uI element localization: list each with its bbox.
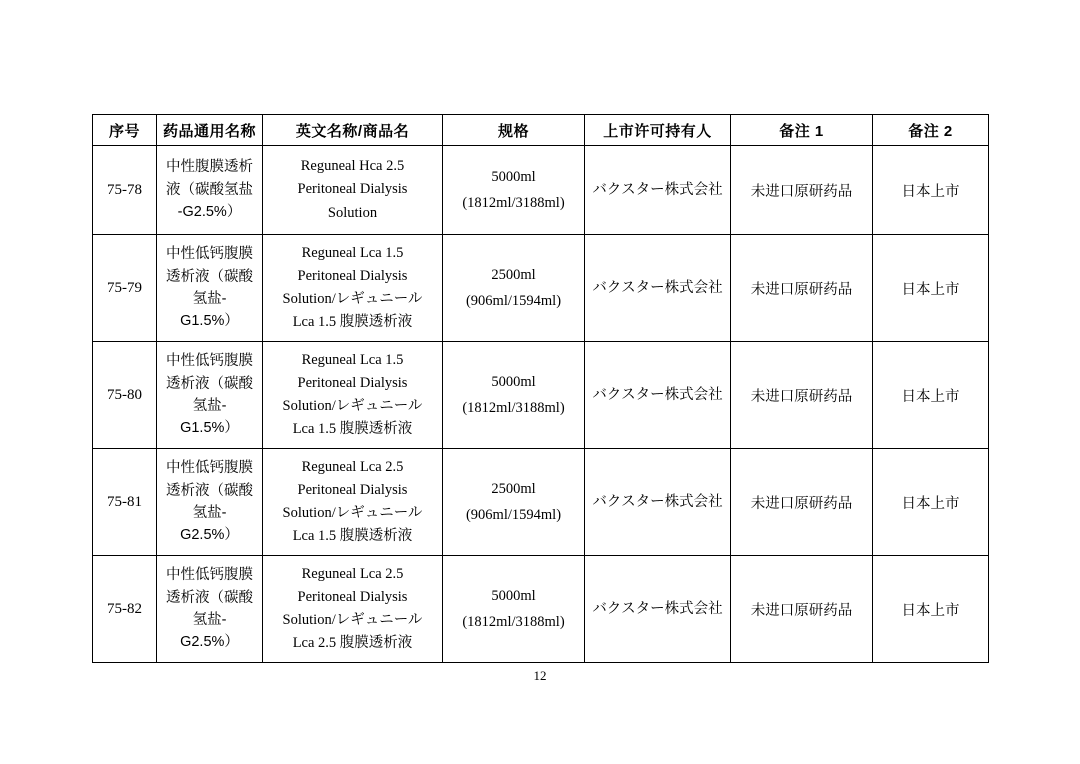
text-line: 透析液（碳酸 bbox=[166, 268, 253, 285]
text-line: 中性腹膜透析 bbox=[166, 159, 253, 176]
column-header-english-name: 英文名称/商品名 bbox=[263, 115, 443, 146]
cell-english-name bbox=[263, 556, 443, 663]
cell-note-1: 未进口原研药品 bbox=[731, 556, 873, 663]
table-row bbox=[93, 235, 989, 342]
cell-specification bbox=[443, 235, 585, 342]
table-row bbox=[93, 146, 989, 235]
text-line: 中性低钙腹膜 bbox=[166, 353, 253, 370]
column-header-specification: 规格 bbox=[443, 115, 585, 146]
cell-generic-name bbox=[157, 556, 263, 663]
cell-holder: バクスター株式会社 bbox=[585, 342, 731, 449]
text-line: Reguneal Lca 2.5 bbox=[301, 458, 404, 475]
cell-note-2: 日本上市 bbox=[873, 146, 989, 235]
drug-listing-table-container bbox=[92, 114, 988, 663]
cell-specification bbox=[443, 146, 585, 235]
text-line: Lca 1.5 腹膜透析液 bbox=[292, 421, 413, 438]
text-line: 5000ml bbox=[491, 373, 536, 390]
text-line: 5000ml bbox=[491, 168, 536, 185]
cell-note-1: 未进口原研药品 bbox=[731, 235, 873, 342]
cell-holder: バクスター株式会社 bbox=[585, 449, 731, 556]
text-line: Solution/レギュニール bbox=[282, 505, 423, 521]
column-header-generic-name: 药品通用名称 bbox=[157, 115, 263, 146]
text-line: G1.5%） bbox=[180, 420, 239, 437]
text-line: 氢盐- bbox=[192, 612, 227, 628]
text-line: 氢盐- bbox=[192, 398, 227, 414]
cell-sequence: 75-79 bbox=[93, 235, 157, 342]
text-line: Peritoneal Dialysis bbox=[297, 374, 408, 391]
text-line: Peritoneal Dialysis bbox=[297, 181, 408, 198]
text-line: (1812ml/3188ml) bbox=[462, 400, 565, 416]
table-row bbox=[93, 556, 989, 663]
cell-holder: バクスター株式会社 bbox=[585, 235, 731, 342]
text-line: 中性低钙腹膜 bbox=[166, 460, 253, 477]
cell-note-2: 日本上市 bbox=[873, 556, 989, 663]
text-line: Lca 1.5 腹膜透析液 bbox=[292, 528, 413, 545]
text-line: 中性低钙腹膜 bbox=[166, 246, 253, 263]
text-line: Reguneal Hca 2.5 bbox=[300, 158, 405, 175]
text-line: Reguneal Lca 2.5 bbox=[301, 565, 404, 582]
text-line: Lca 1.5 腹膜透析液 bbox=[292, 314, 413, 331]
cell-specification bbox=[443, 449, 585, 556]
text-line: (906ml/1594ml) bbox=[465, 293, 562, 309]
cell-holder: バクスター株式会社 bbox=[585, 146, 731, 235]
column-header-marketing-authorization-holder: 上市许可持有人 bbox=[585, 115, 731, 146]
cell-english-name bbox=[263, 449, 443, 556]
table-row bbox=[93, 449, 989, 556]
cell-note-2: 日本上市 bbox=[873, 449, 989, 556]
text-line: 透析液（碳酸 bbox=[166, 482, 253, 499]
table-header bbox=[93, 115, 989, 146]
text-line: G2.5%） bbox=[180, 634, 239, 651]
text-line: -G2.5%） bbox=[177, 204, 242, 221]
text-line: Peritoneal Dialysis bbox=[297, 267, 408, 284]
text-line: 透析液（碳酸 bbox=[166, 589, 253, 606]
text-line: 氢盐- bbox=[192, 291, 227, 307]
text-line: 2500ml bbox=[491, 480, 536, 497]
cell-sequence: 75-82 bbox=[93, 556, 157, 663]
text-line: Solution bbox=[327, 204, 378, 221]
column-header-note-1: 备注 1 bbox=[731, 115, 873, 146]
table-header-row bbox=[93, 115, 989, 146]
cell-specification bbox=[443, 342, 585, 449]
table-body bbox=[93, 146, 989, 663]
page-number: 12 bbox=[533, 668, 547, 683]
column-header-sequence: 序号 bbox=[93, 115, 157, 146]
cell-generic-name bbox=[157, 449, 263, 556]
text-line: 5000ml bbox=[491, 587, 536, 604]
drug-listing-table bbox=[92, 114, 989, 663]
cell-sequence: 75-81 bbox=[93, 449, 157, 556]
text-line: G1.5%） bbox=[180, 313, 239, 330]
text-line: Solution/レギュニール bbox=[282, 612, 423, 628]
text-line: 氢盐- bbox=[192, 505, 227, 521]
table-row bbox=[93, 342, 989, 449]
cell-note-1: 未进口原研药品 bbox=[731, 146, 873, 235]
cell-note-2: 日本上市 bbox=[873, 235, 989, 342]
cell-sequence: 75-80 bbox=[93, 342, 157, 449]
text-line: Peritoneal Dialysis bbox=[297, 481, 408, 498]
cell-generic-name bbox=[157, 235, 263, 342]
text-line: Reguneal Lca 1.5 bbox=[301, 244, 404, 261]
cell-note-1: 未进口原研药品 bbox=[731, 449, 873, 556]
text-line: 中性低钙腹膜 bbox=[166, 567, 253, 584]
text-line: 2500ml bbox=[491, 266, 536, 283]
text-line: Solution/レギュニール bbox=[282, 398, 423, 414]
cell-note-2: 日本上市 bbox=[873, 342, 989, 449]
column-header-note-2: 备注 2 bbox=[873, 115, 989, 146]
cell-english-name bbox=[263, 146, 443, 235]
cell-holder: バクスター株式会社 bbox=[585, 556, 731, 663]
text-line: Solution/レギュニール bbox=[282, 291, 423, 307]
text-line: (1812ml/3188ml) bbox=[462, 195, 565, 211]
cell-generic-name bbox=[157, 342, 263, 449]
text-line: 透析液（碳酸 bbox=[166, 375, 253, 392]
cell-english-name bbox=[263, 342, 443, 449]
cell-english-name bbox=[263, 235, 443, 342]
text-line: (1812ml/3188ml) bbox=[462, 614, 565, 630]
text-line: Peritoneal Dialysis bbox=[297, 588, 408, 605]
text-line: Reguneal Lca 1.5 bbox=[301, 351, 404, 368]
text-line: (906ml/1594ml) bbox=[465, 507, 562, 523]
text-line: 液（碳酸氢盐 bbox=[166, 181, 253, 198]
cell-sequence: 75-78 bbox=[93, 146, 157, 235]
cell-generic-name bbox=[157, 146, 263, 235]
cell-note-1: 未进口原研药品 bbox=[731, 342, 873, 449]
text-line: Lca 2.5 腹膜透析液 bbox=[292, 635, 413, 652]
text-line: G2.5%） bbox=[180, 527, 239, 544]
cell-specification bbox=[443, 556, 585, 663]
